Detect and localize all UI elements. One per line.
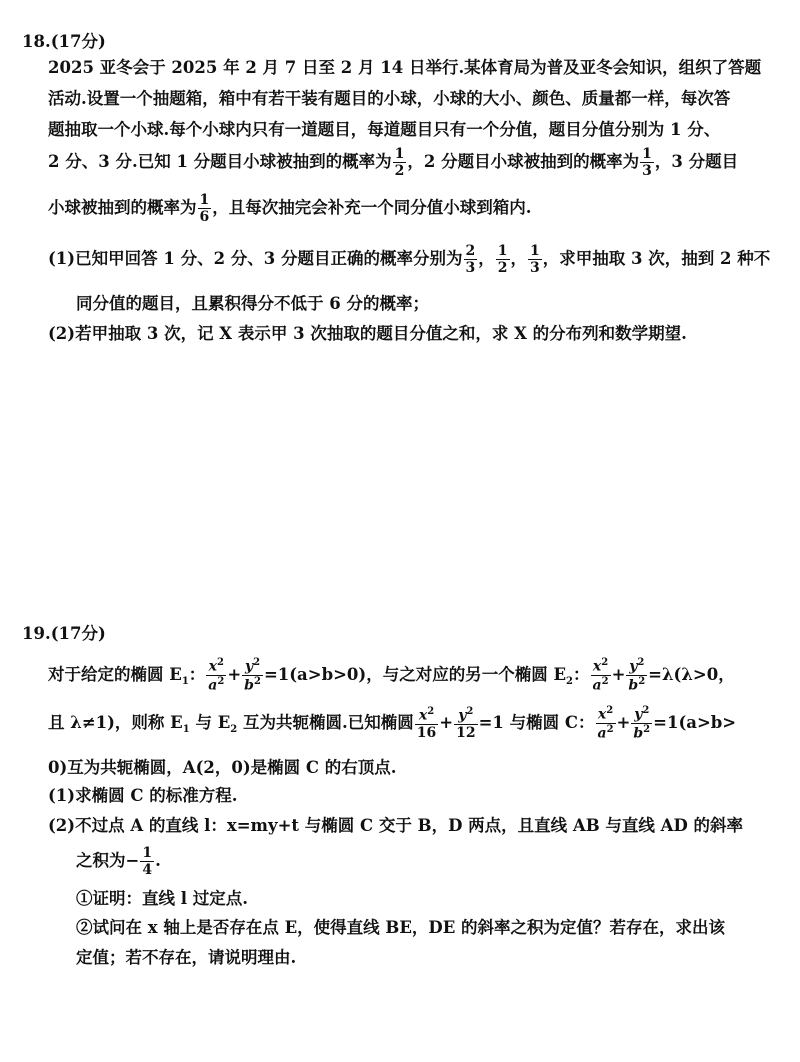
q18-part-2: (2)若甲抽取 3 次，记 X 表示甲 3 次抽取的题目分值之和，求 X 的分布列和数学期望.	[48, 324, 687, 343]
fraction-y2-b2: $\frac{y^2}{b^2}$	[244, 657, 261, 694]
fraction-y2-b2-c: $\frac{y^2}{b^2}$	[633, 705, 651, 742]
q18-line-3: 题抽取一个小球.每个小球内只有一道题目，每道题目只有一个分值，题目分值分别为 1 分、	[48, 120, 721, 139]
q19-line-2: 且 λ≠1)，则称 $E_1$ 与 $E_2$ 互为共轭椭圆.已知椭圆 $\frac{x^2}{16}$ + $\frac{y^2}{12}$ =1 与椭圆 C： $\frac{x^2}{a^2}$ + $\frac{y^2}{b^2}$ =1(a>b>	[48, 705, 737, 742]
q19-sub-2: ②试问在 x 轴上是否存在点 E，使得直线 BE，DE 的斜率之积为定值？若存在，求出该	[76, 918, 726, 937]
fraction-one-half-b: $\frac{1}{2}$	[497, 243, 508, 277]
fraction-x2-a2: $\frac{x^2}{a^2}$	[208, 657, 225, 694]
fraction-two-thirds: $\frac{2}{3}$	[465, 243, 476, 277]
q19-part-2-cont: 之积为− $\frac{1}{4}$ .	[76, 845, 161, 879]
q19-part-2: (2)不过点 A 的直线 l：x=my+t 与椭圆 C 交于 B，D 两点，且直线 AB 与直线 AD 的斜率	[48, 816, 743, 835]
fraction-x2-a2-c: $\frac{x^2}{a^2}$	[597, 705, 614, 742]
q19-header: 19.(17分)	[22, 624, 106, 643]
q19-sub-1: ①证明：直线 l 过定点.	[76, 889, 249, 908]
q18-header: 18.(17分)	[22, 32, 106, 51]
q19-line-1: 对于给定的椭圆 $E_1$： $\frac{x^2}{a^2}$ + $\frac{y^2}{b^2}$ =1(a>b>0)，与之对应的另一个椭圆 $E_2$： $\frac{x^2}{a^2}$ + $\frac{y^2}{b^2}$ =λ(λ>0，	[48, 657, 735, 694]
q18-line-1: 2025 亚冬会于 2025 年 2 月 7 日至 2 月 14 日举行.某体育局为普及亚冬会知识，组织了答题	[48, 58, 762, 77]
fraction-y2-12: $\frac{y^2}{12}$	[456, 705, 476, 741]
q18-line-4: 2 分、3 分.已知 1 分题目小球被抽到的概率为 $\frac{1}{2}$ ，2 分题目小球被抽到的概率为 $\frac{1}{3}$ ，3 分题目	[48, 146, 739, 180]
fraction-one-fourth: $\frac{1}{4}$	[142, 845, 153, 879]
q19-line-3: 0)互为共轭椭圆，A(2，0)是椭圆 C 的右顶点.	[48, 758, 397, 777]
q18-part-1: (1)已知甲回答 1 分、2 分、3 分题目正确的概率分别为 $\frac{2}{3}$ ， $\frac{1}{2}$ ， $\frac{1}{3}$ ，求甲抽取 3 次，抽到 2 种不	[48, 243, 771, 277]
fraction-one-third: $\frac{1}{3}$	[642, 146, 652, 180]
q19-sub-2-cont: 定值；若不存在，请说明理由.	[76, 948, 297, 967]
fraction-one-third-b: $\frac{1}{3}$	[530, 243, 540, 277]
fraction-one-half: $\frac{1}{2}$	[394, 146, 405, 180]
fraction-x2-16: $\frac{x^2}{16}$	[416, 705, 437, 741]
q18-line-5: 小球被抽到的概率为 $\frac{1}{6}$ ，且每次抽完会补充一个同分值小球到箱内.	[48, 192, 532, 226]
q18-line-2: 活动.设置一个抽题箱，箱中有若干装有题目的小球，小球的大小、颜色、质量都一样，每次答	[48, 89, 731, 108]
q18-part-1-cont: 同分值的题目，且累积得分不低于 6 分的概率；	[76, 294, 429, 313]
fraction-x2-a2-b: $\frac{x^2}{a^2}$	[592, 657, 609, 694]
fraction-y2-b2-b: $\frac{y^2}{b^2}$	[628, 657, 646, 694]
q19-part-1: (1)求椭圆 C 的标准方程.	[48, 786, 238, 805]
fraction-one-sixth: $\frac{1}{6}$	[199, 192, 210, 226]
